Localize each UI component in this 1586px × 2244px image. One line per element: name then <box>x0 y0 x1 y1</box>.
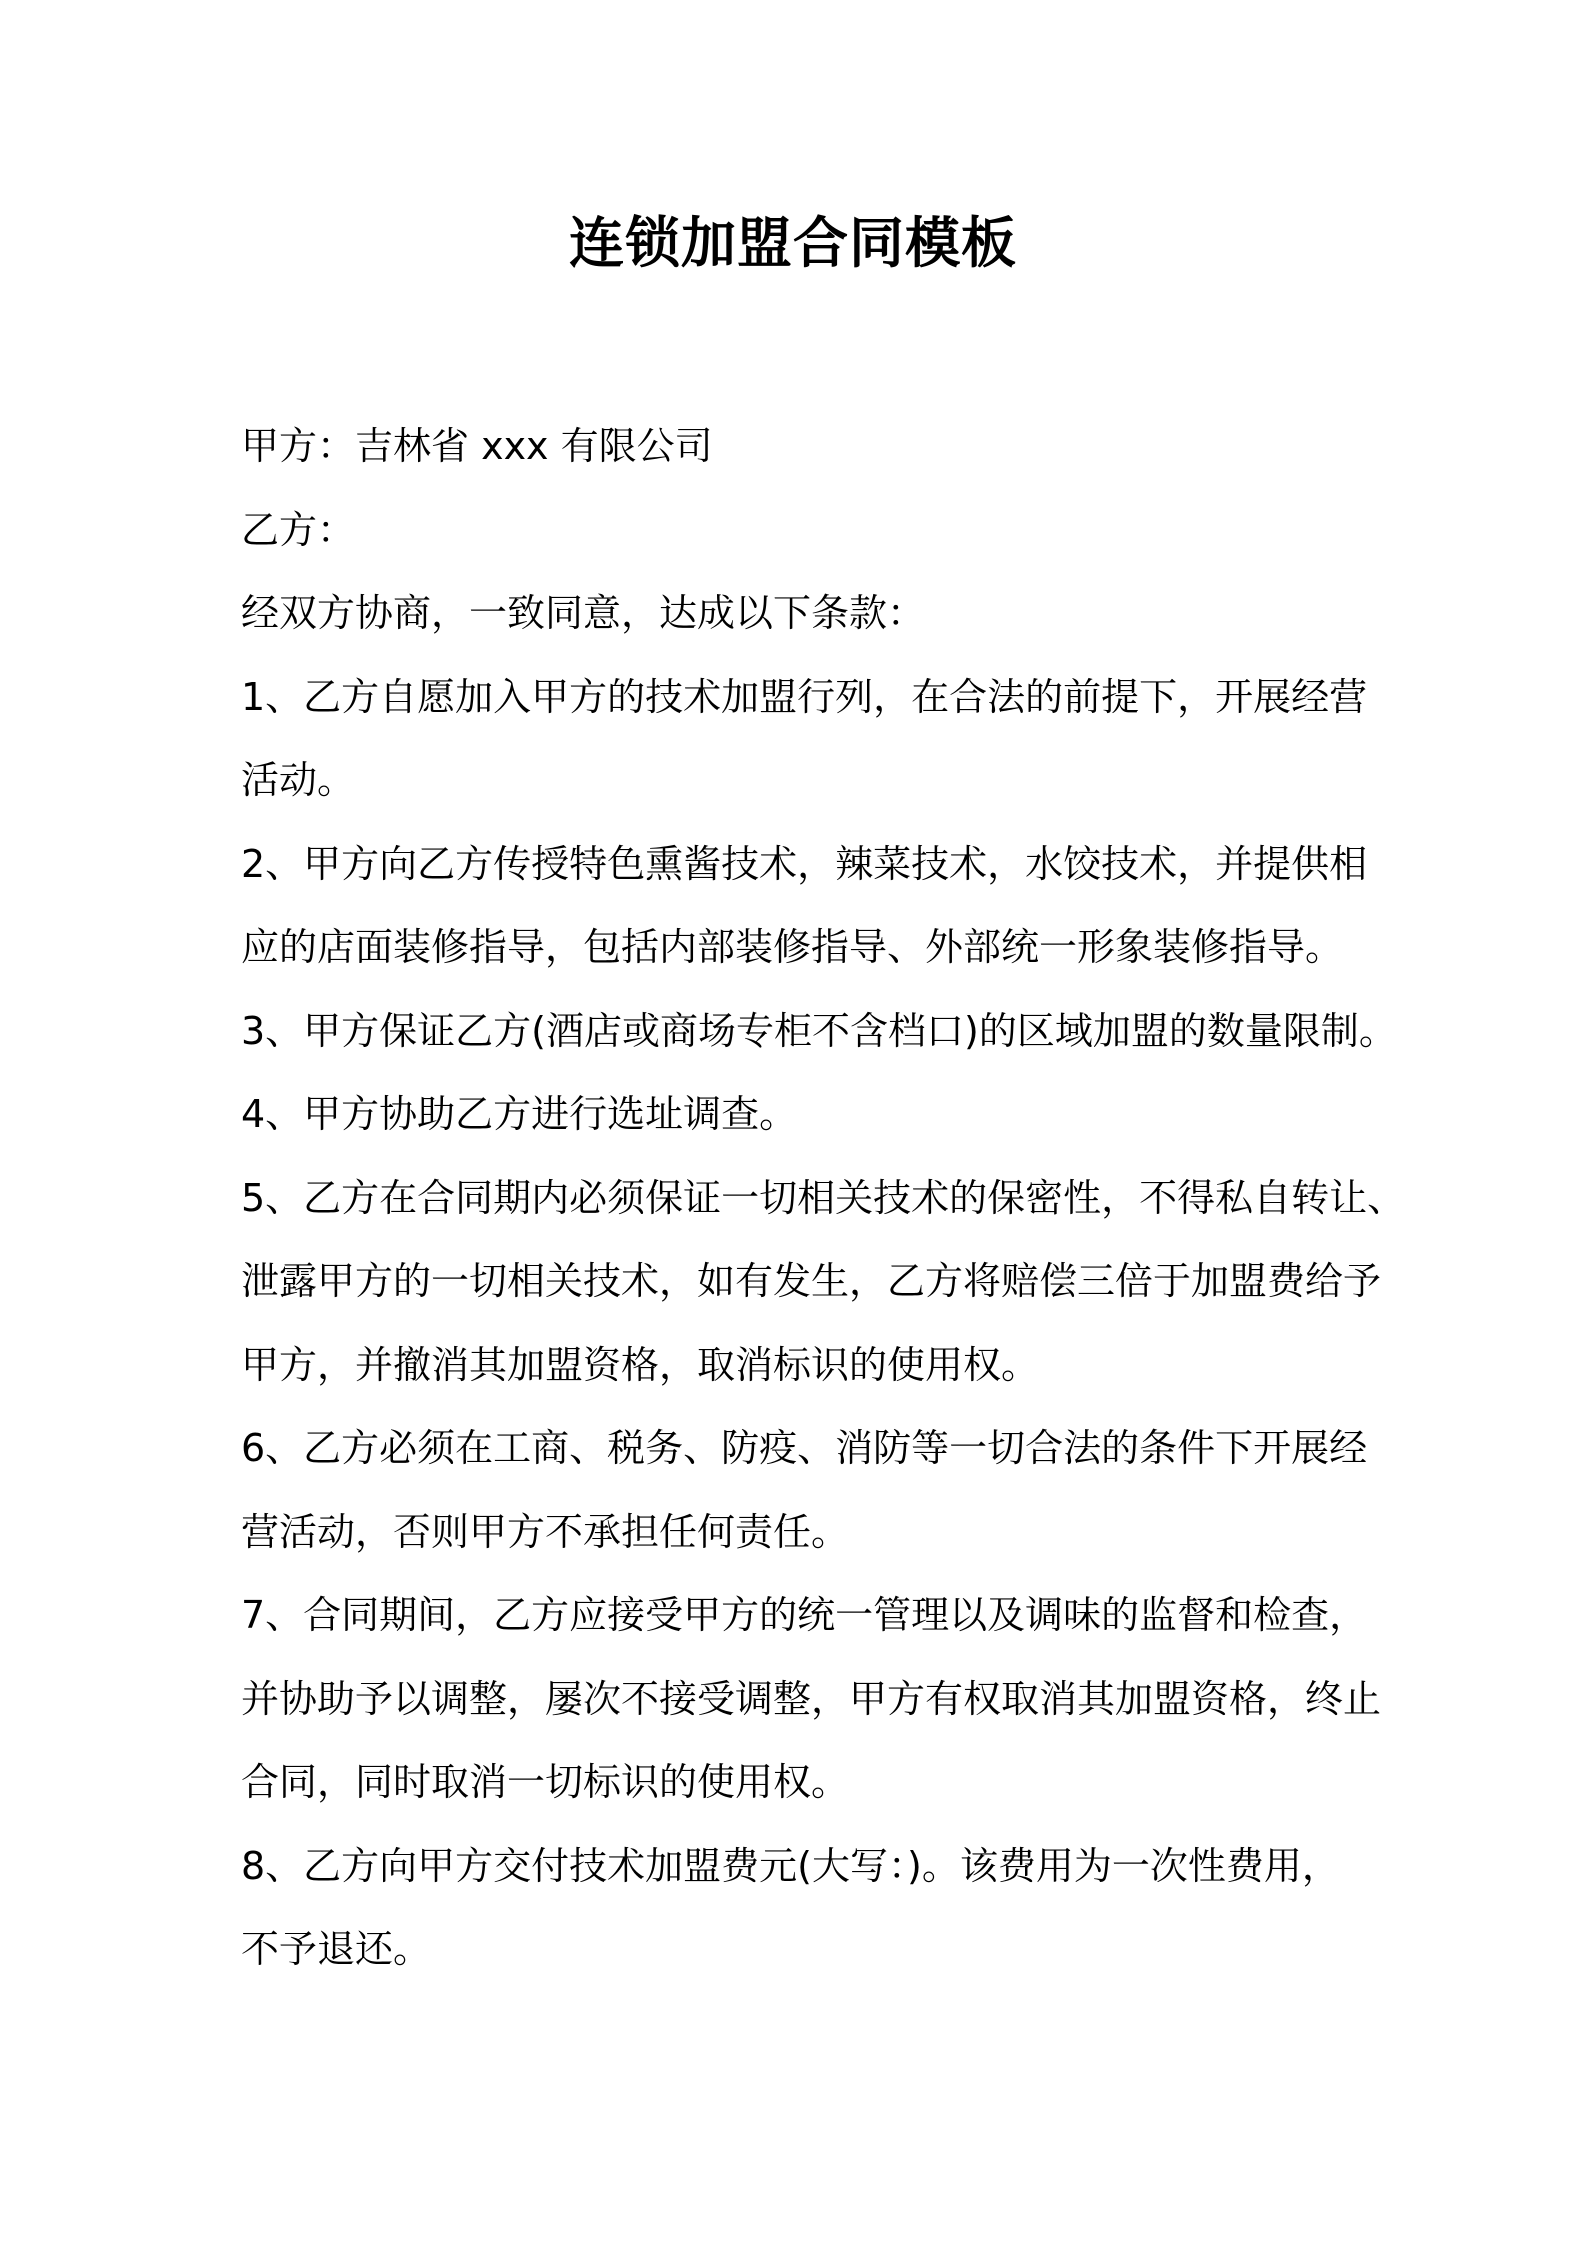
clause-line: 泄露甲方的一切相关技术，如有发生，乙方将赔偿三倍于加盟费给予 <box>241 1259 1382 1303</box>
clause-line: 7、合同期间，乙方应接受甲方的统一管理以及调味的监督和检查， <box>241 1593 1368 1637</box>
clause-line: 2、甲方向乙方传授特色熏酱技术，辣菜技术，水饺技术，并提供相 <box>241 841 1368 886</box>
clause-line: 不予退还。 <box>241 1927 432 1971</box>
clause-line: 甲方，并撤消其加盟资格，取消标识的使用权。 <box>241 1342 1040 1387</box>
clause-line: 1、乙方自愿加入甲方的技术加盟行列，在合法的前提下，开展经营 <box>241 674 1368 719</box>
clause-line: 营活动，否则甲方不承担任何责任。 <box>241 1509 850 1554</box>
clause-line: 并协助予以调整，屡次不接受调整，甲方有权取消其加盟资格，终止 <box>241 1676 1382 1721</box>
party-b-line: 乙方： <box>241 507 356 552</box>
clause-5 <box>241 1157 1406 1408</box>
clause-7 <box>241 1574 1382 1825</box>
party-a-line: 甲方：吉林省 xxx 有限公司 <box>241 424 713 468</box>
preamble-line: 经双方协商，一致同意，达成以下条款： <box>241 591 926 635</box>
contract-body <box>241 405 1406 1992</box>
clause-line: 活动。 <box>241 758 356 802</box>
clause-6 <box>241 1407 1371 1574</box>
clause-line: 应的店面装修指导，包括内部装修指导、外部统一形象装修指导。 <box>241 925 1344 969</box>
clause-2 <box>241 823 1371 990</box>
clause-line: 6、乙方必须在工商、税务、防疫、消防等一切合法的条件下开展经 <box>241 1426 1368 1470</box>
clause-line: 合同，同时取消一切标识的使用权。 <box>241 1760 850 1804</box>
clause-line: 4、甲方协助乙方进行选址调查。 <box>241 1092 798 1136</box>
clause-8 <box>241 1825 1371 1992</box>
document-title: 连锁加盟合同模板 <box>568 211 1017 275</box>
clause-line: 3、甲方保证乙方(酒店或商场专柜不含档口)的区域加盟的数量限制。 <box>241 1008 1397 1053</box>
clause-4 <box>241 1073 1371 1157</box>
clause-1 <box>241 656 1371 823</box>
clause-line: 5、乙方在合同期内必须保证一切相关技术的保密性，不得私自转让、 <box>241 1175 1406 1220</box>
clause-line: 8、乙方向甲方交付技术加盟费元(大写：)。该费用为一次性费用， <box>241 1843 1340 1888</box>
clause-3 <box>241 990 1397 1074</box>
